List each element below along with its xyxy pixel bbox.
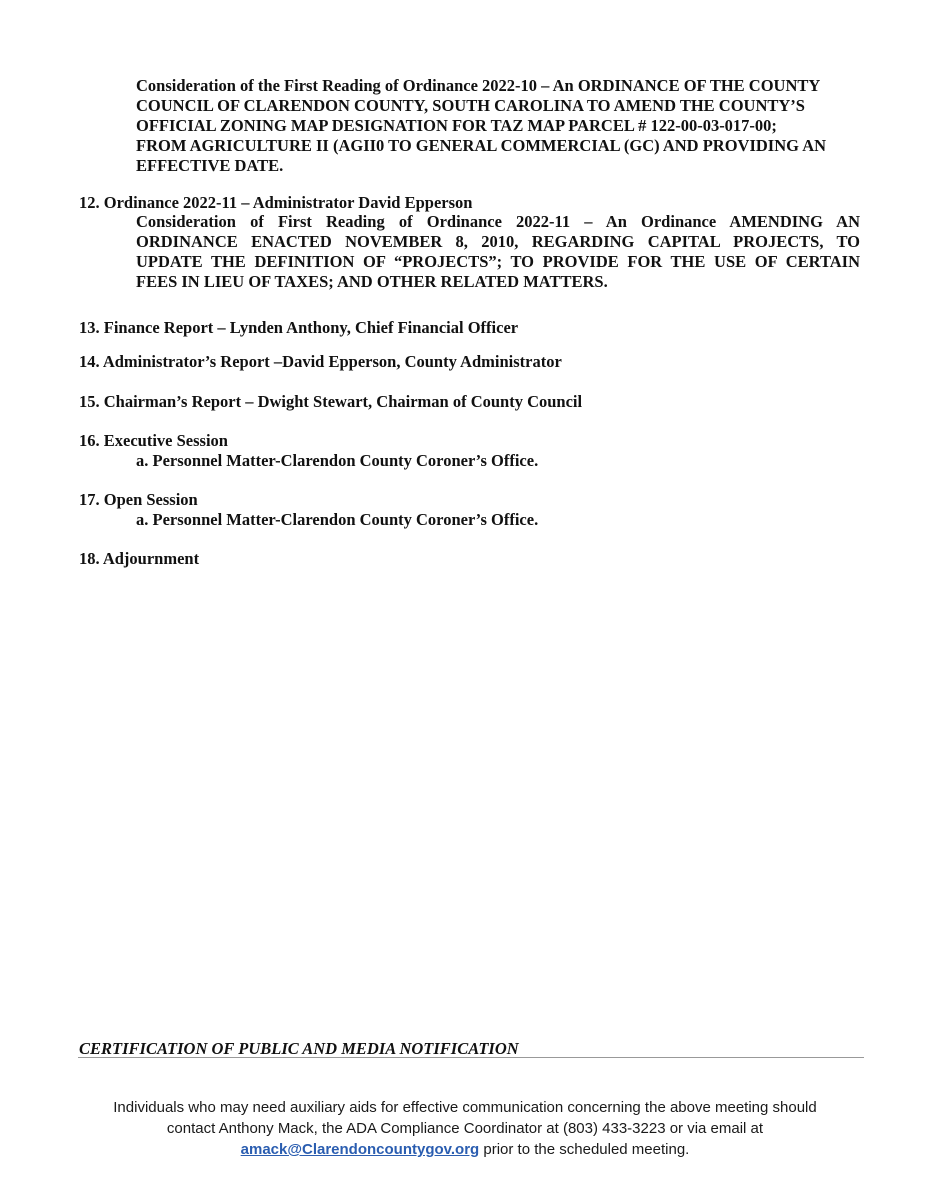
item-11-line: FROM AGRICULTURE II (AGII0 TO GENERAL COMMERCIAL (GC) AND PROVIDING AN <box>136 136 827 155</box>
item-17-subitem: a. Personnel Matter-Clarendon County Coroner’s Office. <box>136 510 539 529</box>
item-12-line: FEES IN LIEU OF TAXES; AND OTHER RELATED MATTERS. <box>136 272 608 291</box>
item-14: 14. Administrator’s Report –David Epperson, County Administrator <box>79 352 562 371</box>
item-11-description <box>136 76 866 176</box>
item-11-line: COUNCIL OF CLARENDON COUNTY, SOUTH CAROLINA TO AMEND THE COUNTY’S <box>136 96 805 115</box>
item-12-line: ORDINANCE ENACTED NOVEMBER 8, 2010, REGARDING CAPITAL PROJECTS, TO <box>136 232 860 251</box>
certification-divider <box>78 1057 864 1058</box>
item-15: 15. Chairman’s Report – Dwight Stewart, Chairman of County Council <box>79 392 583 411</box>
item-17-heading: 17. Open Session <box>79 490 198 509</box>
item-11-line: Consideration of the First Reading of Ordinance 2022-10 – An ORDINANCE OF THE COUNTY <box>136 76 821 95</box>
item-12-description <box>136 212 860 292</box>
email-link[interactable]: amack@Clarendoncountygov.org <box>240 1141 480 1158</box>
item-11-line: EFFECTIVE DATE. <box>136 156 284 175</box>
item-12-line: Consideration of First Reading of Ordinance 2022-11 – An Ordinance AMENDING AN <box>136 212 860 231</box>
item-12-line: UPDATE THE DEFINITION OF “PROJECTS”; TO PROVIDE FOR THE USE OF CERTAIN <box>136 252 860 271</box>
ada-notice-line-3-text: prior to the scheduled meeting. <box>479 1141 690 1158</box>
certification-title: CERTIFICATION OF PUBLIC AND MEDIA NOTIFICATION <box>79 1039 519 1058</box>
item-12-heading: 12. Ordinance 2022-11 – Administrator David Epperson <box>79 193 473 212</box>
ada-notice <box>60 1097 870 1160</box>
ada-notice-line-2: contact Anthony Mack, the ADA Compliance Coordinator at (803) 433-3223 or via email at <box>166 1120 764 1137</box>
item-13: 13. Finance Report – Lynden Anthony, Chief Financial Officer <box>79 318 519 337</box>
item-18: 18. Adjournment <box>79 549 200 568</box>
ada-notice-line-3 <box>60 1139 870 1160</box>
item-16-heading: 16. Executive Session <box>79 431 228 450</box>
item-16-subitem: a. Personnel Matter-Clarendon County Coroner’s Office. <box>136 451 539 470</box>
item-11-line: OFFICIAL ZONING MAP DESIGNATION FOR TAZ MAP PARCEL # 122-00-03-017-00; <box>136 116 777 135</box>
ada-notice-line-1: Individuals who may need auxiliary aids for effective communication concerning the above meeting should <box>113 1099 817 1116</box>
